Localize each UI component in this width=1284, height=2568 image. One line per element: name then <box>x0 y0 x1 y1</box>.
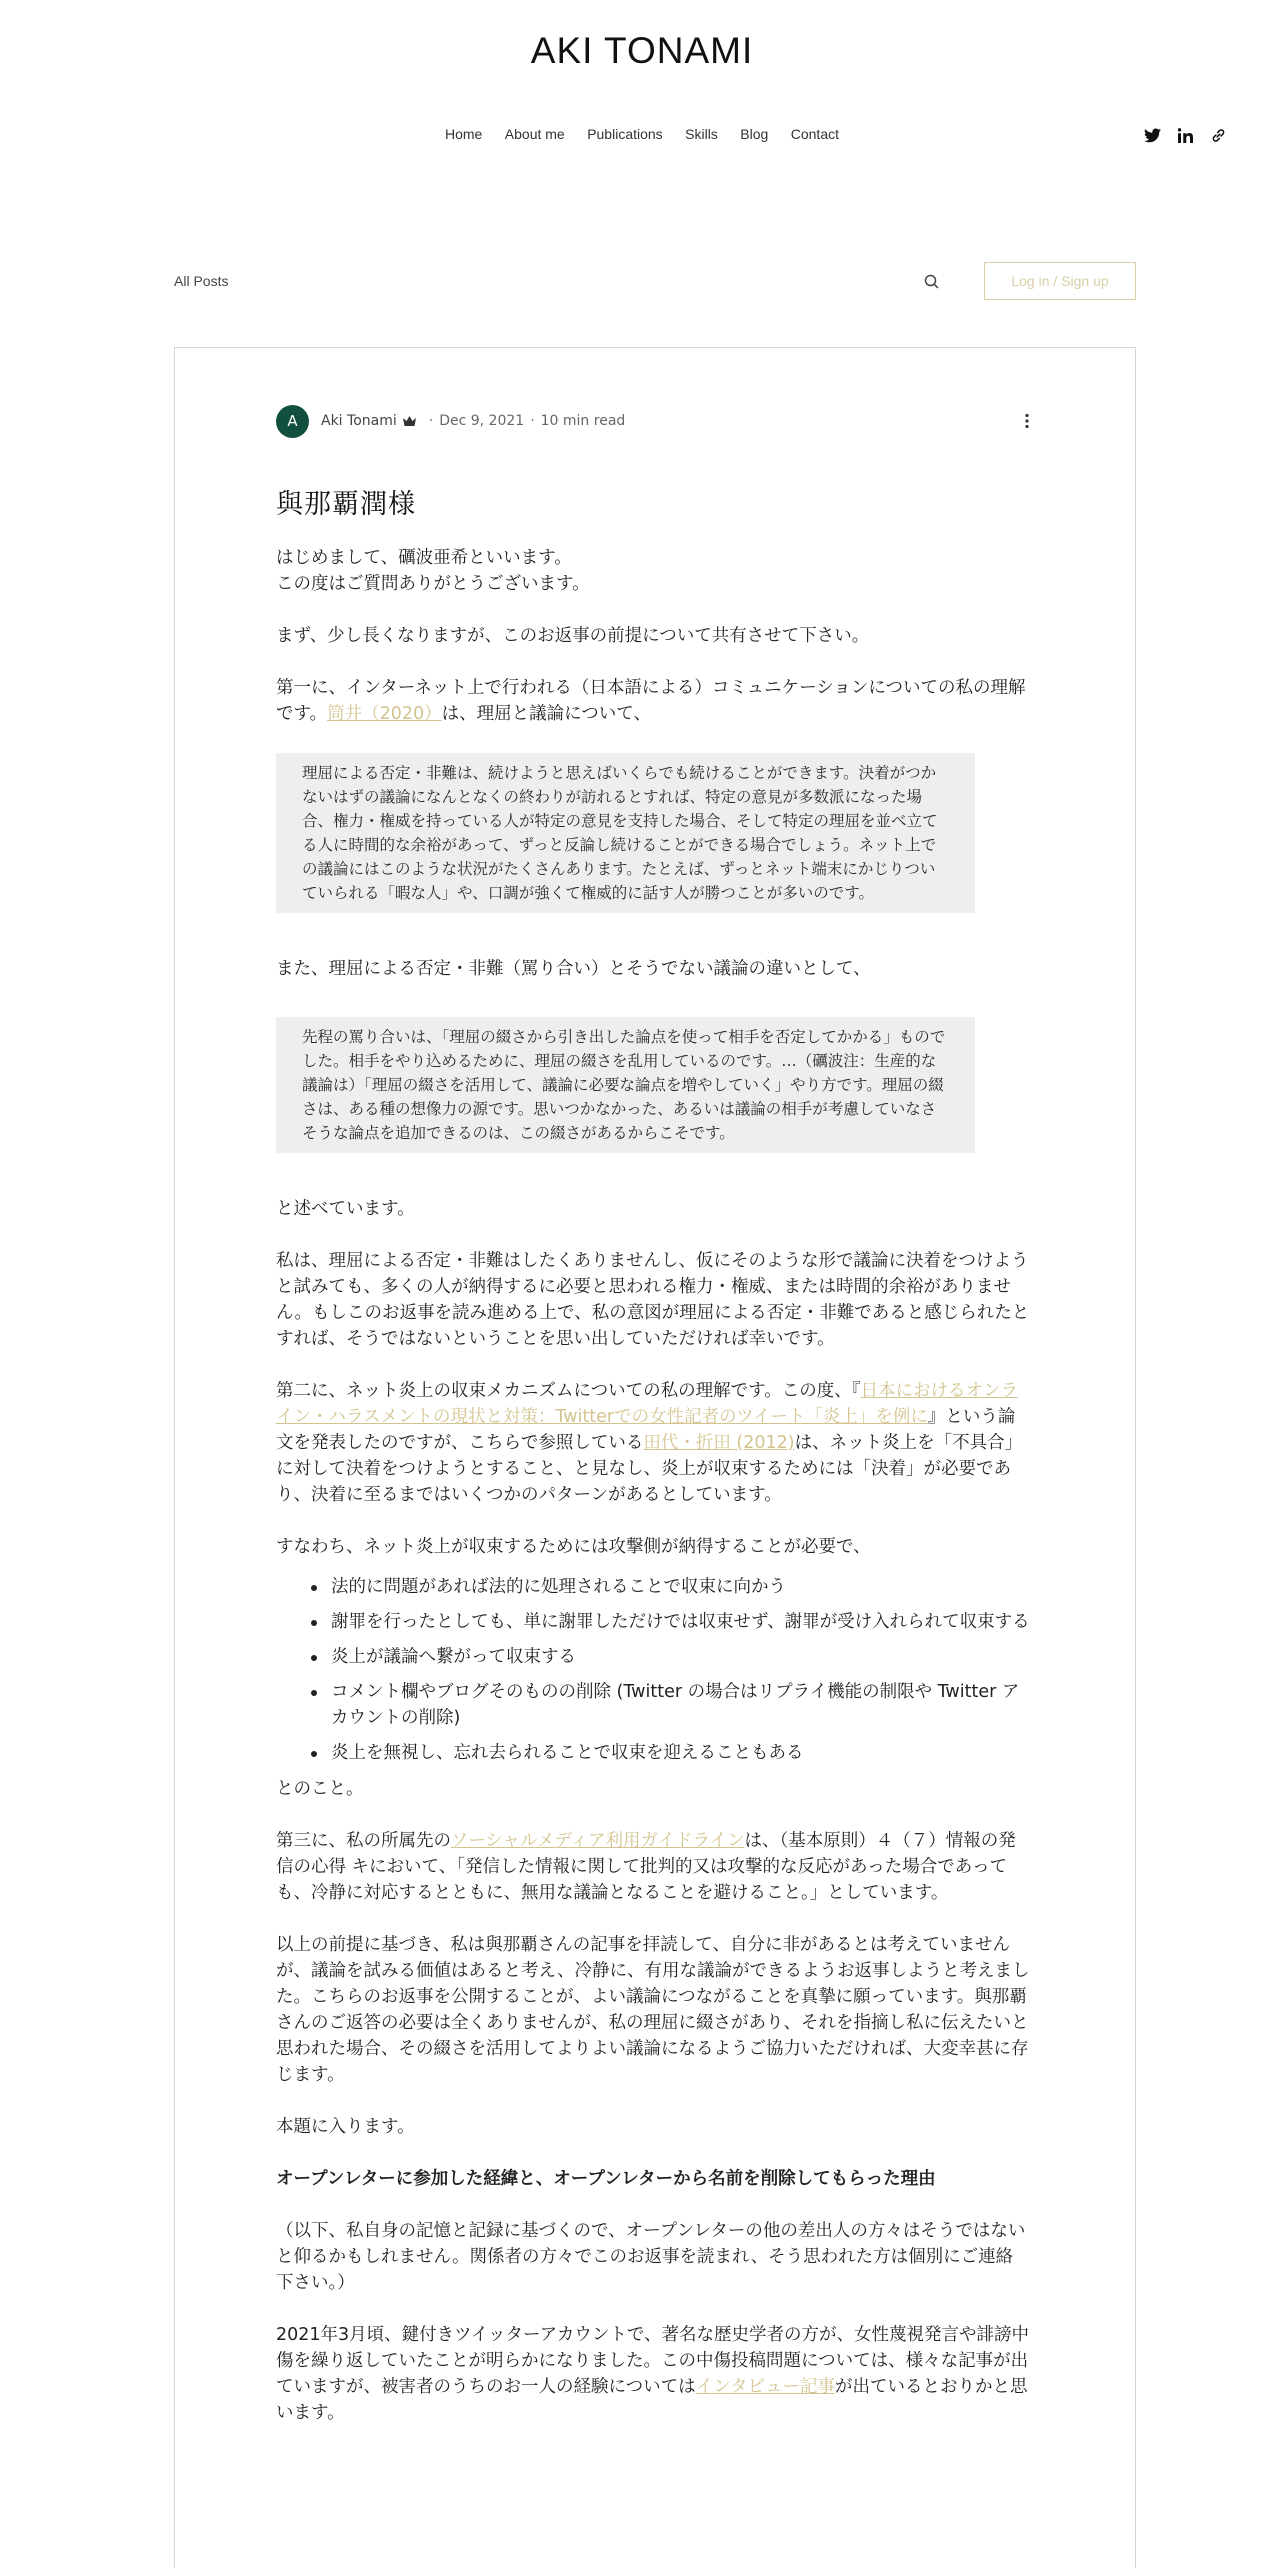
admin-crown-icon <box>402 415 417 427</box>
list-item: 炎上を無視し、忘れ去られることで収束を迎えることもある <box>331 1740 1030 1766</box>
more-options-icon[interactable] <box>1018 412 1036 430</box>
twitter-icon[interactable] <box>1143 126 1162 145</box>
ref-link-tsutsui[interactable]: 筒井（2020） <box>327 704 442 724</box>
nav-about-me[interactable]: About me <box>504 126 565 142</box>
list-item: 謝罪を行ったとしても、単に謝罪しただけでは収束せず、謝罪が受け入れられて収束する <box>331 1609 1030 1635</box>
paragraph <box>276 1828 1030 1906</box>
text: 2021年3月頃、鍵付きツイッターアカウントで、著名な歴史学者の方が、女性蔑視発言や誹謗中傷を繰り返していたことが明らかになりました。この中傷投稿問題については、様々な記事が出ていますが、被害者のうちのお一人の経験については <box>276 2325 1030 2397</box>
text: 』という論文を発表したのですが、こちらで参照している <box>276 1407 1016 1453</box>
paragraph: 本題に入ります。 <box>276 2117 415 2137</box>
ref-link-tashiro-orita[interactable]: 田代・折田 (2012) <box>643 1433 795 1453</box>
paragraph: 以上の前提に基づき、私は與那覇さんの記事を拝読して、自分に非があるとは考えていませんが、議論を試みる価値はあると考え、冷静に、有用な議論ができるようお返事しようと考えました。こちらのお返事を公開することが、よい議論につながることを真摯に願っています。與那覇さんのご返答の必要は全くありませんが、私の理屈に綴さがあり、それを指摘し私に伝えたいと思われた場合、その綴さを活用してよりよい議論になるようご協力いただければ、大変幸甚に存じます。 <box>276 1935 1030 2085</box>
text: 第三に、私の所属先の <box>276 1831 451 1851</box>
paragraph: まず、少し長くなりますが、このお返事の前提について共有させて下さい。 <box>276 626 870 646</box>
nav-skills[interactable]: Skills <box>685 126 718 142</box>
author-name[interactable]: Aki Tonami <box>321 413 397 429</box>
text: は、（基本原則）４（７）情報の発信の心得 キにおいて、「発信した情報に関して批判的又は攻撃的な反応があった場合であっても、冷静に対応するとともに、無用な議論となることを避けること。」としています。 <box>276 1831 1016 1903</box>
post-title: 與那覇潤様 <box>276 489 416 520</box>
paragraph <box>276 545 1030 597</box>
text: は、ネット炎上を「不具合」に対して決着をつけようとすること、と見なし、炎上が収束するためには「決着」が必要であり、決着に至るまではいくつかのパターンがあるとしています。 <box>276 1433 1023 1505</box>
nav-home[interactable]: Home <box>444 126 483 142</box>
paragraph: 私は、理屈による否定・非難はしたくありませんし、仮にそのような形で議論に決着をつけようと試みても、多くの人が納得するに必要と思われる権力・権威、または時間的余裕がありません。もしこのお返事を読み進める上で、私の意図が理屈による否定・非難であると感じられたとすれば、そうではないということを思い出していただければ幸いです。 <box>276 1251 1030 1349</box>
nav-contact[interactable]: Contact <box>790 126 839 142</box>
text: 第一に、インターネット上で行われる（日本語による）コミュニケーションについての私の理解です。 <box>276 678 1026 724</box>
paragraph: （以下、私自身の記憶と記録に基づくので、オープンレターの他の差出人の方々はそうではないと仰るかもしれません。関係者の方々でこのお返事を読まれ、そう思われた方は個別にご連絡下さい。） <box>276 2221 1026 2293</box>
main-nav <box>0 126 1284 143</box>
list-item: 炎上が議論へ繋がって収束する <box>331 1644 1030 1670</box>
text: が出ているとおりかと思います。 <box>276 2377 1028 2423</box>
post-meta <box>276 404 1036 438</box>
paragraph: すなわち、ネット炎上が収束するためには攻撃側が納得することが必要で、 <box>276 1537 871 1557</box>
separator-dot: · <box>530 413 535 429</box>
list-item: 法的に問題があれば法的に処理されることで収束に向かう <box>331 1574 1030 1600</box>
list-item: コメント欄やブログそのものの削除 (Twitter の場合はリプライ機能の制限や Twitter アカウントの削除) <box>331 1679 1030 1731</box>
site-title[interactable]: AKI TONAMI <box>530 30 754 71</box>
separator-dot: · <box>428 413 434 429</box>
post-date: Dec 9, 2021 <box>439 413 525 429</box>
paper-link[interactable]: 日本におけるオンライン・ハラスメントの現状と対策：Twitterでの女性記者のツイート「炎上」を例に <box>276 1381 1018 1427</box>
text: はじめまして、礪波亜希といいます。 <box>276 548 572 568</box>
linkedin-icon[interactable] <box>1176 126 1195 145</box>
paragraph <box>276 2322 1030 2426</box>
login-signup-button[interactable]: Log in / Sign up <box>984 262 1136 300</box>
all-posts-link[interactable]: All Posts <box>174 273 229 289</box>
link-icon[interactable] <box>1209 126 1228 145</box>
read-time: 10 min read <box>540 413 626 429</box>
paragraph: とのこと。 <box>276 1779 364 1799</box>
paragraph: また、理屈による否定・非難（罵り合い）とそうでない議論の違いとして、 <box>276 959 871 979</box>
blockquote: 理屈による否定・非難は、続けようと思えばいくらでも続けることができます。決着がつかないはずの議論になんとなくの終わりが訪れるとすれば、特定の意見が多数派になった場合、権力・権威を持っている人が特定の意見を支持した場合、そして特定の理屈を並べ立てる人に時間的な余裕があって、ずっと反論し続けることができる場合でしょう。ネット上での議論にはこのような状況がたくさんあります。たとえば、ずっとネット端末にかじりついていられる「暇な人」や、口調が強くて権威的に話す人が勝つことが多いのです。 <box>276 753 975 913</box>
interview-link[interactable]: インタビュー記事 <box>695 2377 835 2397</box>
guideline-link[interactable]: ソーシャルメディア利用ガイドライン <box>450 1831 745 1851</box>
search-icon[interactable] <box>923 273 941 291</box>
bullet-list <box>331 1574 1030 1766</box>
text: 第二に、ネット炎上の収束メカニズムについての私の理解です。この度、『 <box>276 1381 861 1401</box>
paragraph: と述べています。 <box>276 1199 415 1219</box>
blog-toolbar <box>174 262 1136 302</box>
social-bar <box>1143 126 1228 145</box>
post-content <box>276 545 1030 2452</box>
nav-publications[interactable]: Publications <box>587 126 663 142</box>
section-heading: オープンレターに参加した経緯と、オープンレターから名前を削除してもらった理由 <box>276 2169 936 2189</box>
text: この度はご質問ありがとうございます。 <box>276 574 590 594</box>
paragraph <box>276 1378 1030 1508</box>
paragraph <box>276 675 1030 727</box>
text: は、理屈と議論について、 <box>441 704 651 724</box>
avatar[interactable]: A <box>276 405 309 438</box>
blockquote: 先程の罵り合いは、「理屈の綴さから引き出した論点を使って相手を否定してかかる」ものでした。相手をやり込めるために、理屈の綴さを乱用しているのです。…（礪波注：生産的な議論は）「理屈の綴さを活用して、議論に必要な論点を増やしていく」やり方です。理屈の綴さは、ある種の想像力の源です。思いつかなかった、あるいは議論の相手が考慮していなさそうな論点を追加できるのは、この綴さがあるからこそです。 <box>276 1017 975 1153</box>
nav-blog[interactable]: Blog <box>740 126 769 142</box>
